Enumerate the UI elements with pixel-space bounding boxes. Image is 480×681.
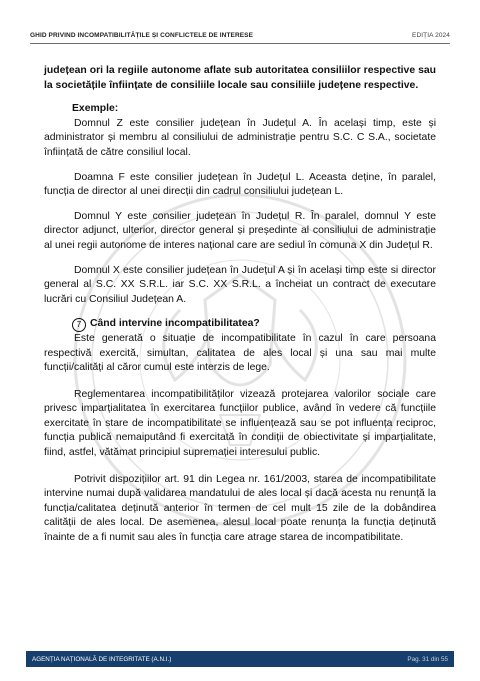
page-footer — [26, 651, 454, 667]
body-paragraph-1: Este generată o situație de incompatibilitate în cazul în care persoana respectivă exercită, simultan, calitatea de ales local și una sau mai multe funcții/calități al căror cumul este interzis de lege. — [44, 332, 436, 374]
body-paragraph-2: Reglementarea incompatibilităților vizează protejarea valorilor sociale care privesc imparțialitatea în exercitarea funcțiilor publice, având în vedere că funcțiile exercitate în stare de incompatibilitate se influențează sau se pot influența reciproc, funcția publică nemaiputând fi exercitată în condiții de obiectivitate și imparțialitate, fiind, astfel, vătămat principiul supremației interesului public. — [44, 388, 436, 459]
body-paragraph-3: Potrivit dispozițiilor art. 91 din Legea nr. 161/2003, starea de incompatibilitate intervine numai după validarea mandatului de ales local și dacă acesta nu renunță la funcția/calitatea deținută anterior în termen de cel mult 15 zile de la dobândirea calității de ales local. De asemenea, alesul local poate renunța la funcția deținută înainte de a fi numit sau ales în funcția care atrage starea de incompatibilitate. — [44, 473, 436, 544]
agency-name: AGENȚIA NAȚIONALĂ DE INTEGRITATE (A.N.I.) — [32, 655, 172, 663]
example-paragraph-4: Domnul X este consilier județean în Județul A și în același timp este si director general al S.C. XX S.R.L. iar S.C. XX S.R.L. a încheiat un contract de executare lucrări cu Consiliul Județean A. — [44, 264, 436, 305]
example-paragraph-3: Domnul Y este consilier județean în Județul R. În paralel, domnul Y este director adjunct, ulterior, director general și președinte al consiliului de administrație al unei regii autonome de interes național care are sediul în comuna X din Județul R. — [44, 210, 436, 251]
example-paragraph-1: Domnul Z este consilier județean în Județul A. În același timp, este și administrator și membru al consiliului de administrație pentru S.C. C S.A., societate înființată de către consiliul local. — [44, 117, 436, 158]
page-content — [44, 64, 436, 546]
section-number-badge: 7 — [72, 318, 86, 332]
section-title: Când intervine incompatibilitatea? — [90, 318, 260, 330]
document-title: GHID PRIVIND INCOMPATIBILITĂȚILE ȘI CONFLICTELE DE INTERESE — [30, 32, 254, 39]
intro-paragraph: județean ori la regiile autonome aflate sub autoritatea consiliilor respective sau la societățile înființate de consiliile locale sau consiliile județene respective. — [44, 65, 436, 91]
page-header — [30, 32, 450, 44]
section-heading — [44, 317, 436, 332]
page-number: Pag. 31 din 55 — [407, 655, 448, 663]
edition-label: EDIȚIA 2024 — [412, 32, 450, 39]
example-paragraph-2: Doamna F este consilier județean în Județul L. Aceasta deține, în paralel, funcția de director al unei direcții din cadrul consiliului județean L. — [44, 171, 436, 198]
examples-heading: Exemple: — [72, 103, 119, 115]
